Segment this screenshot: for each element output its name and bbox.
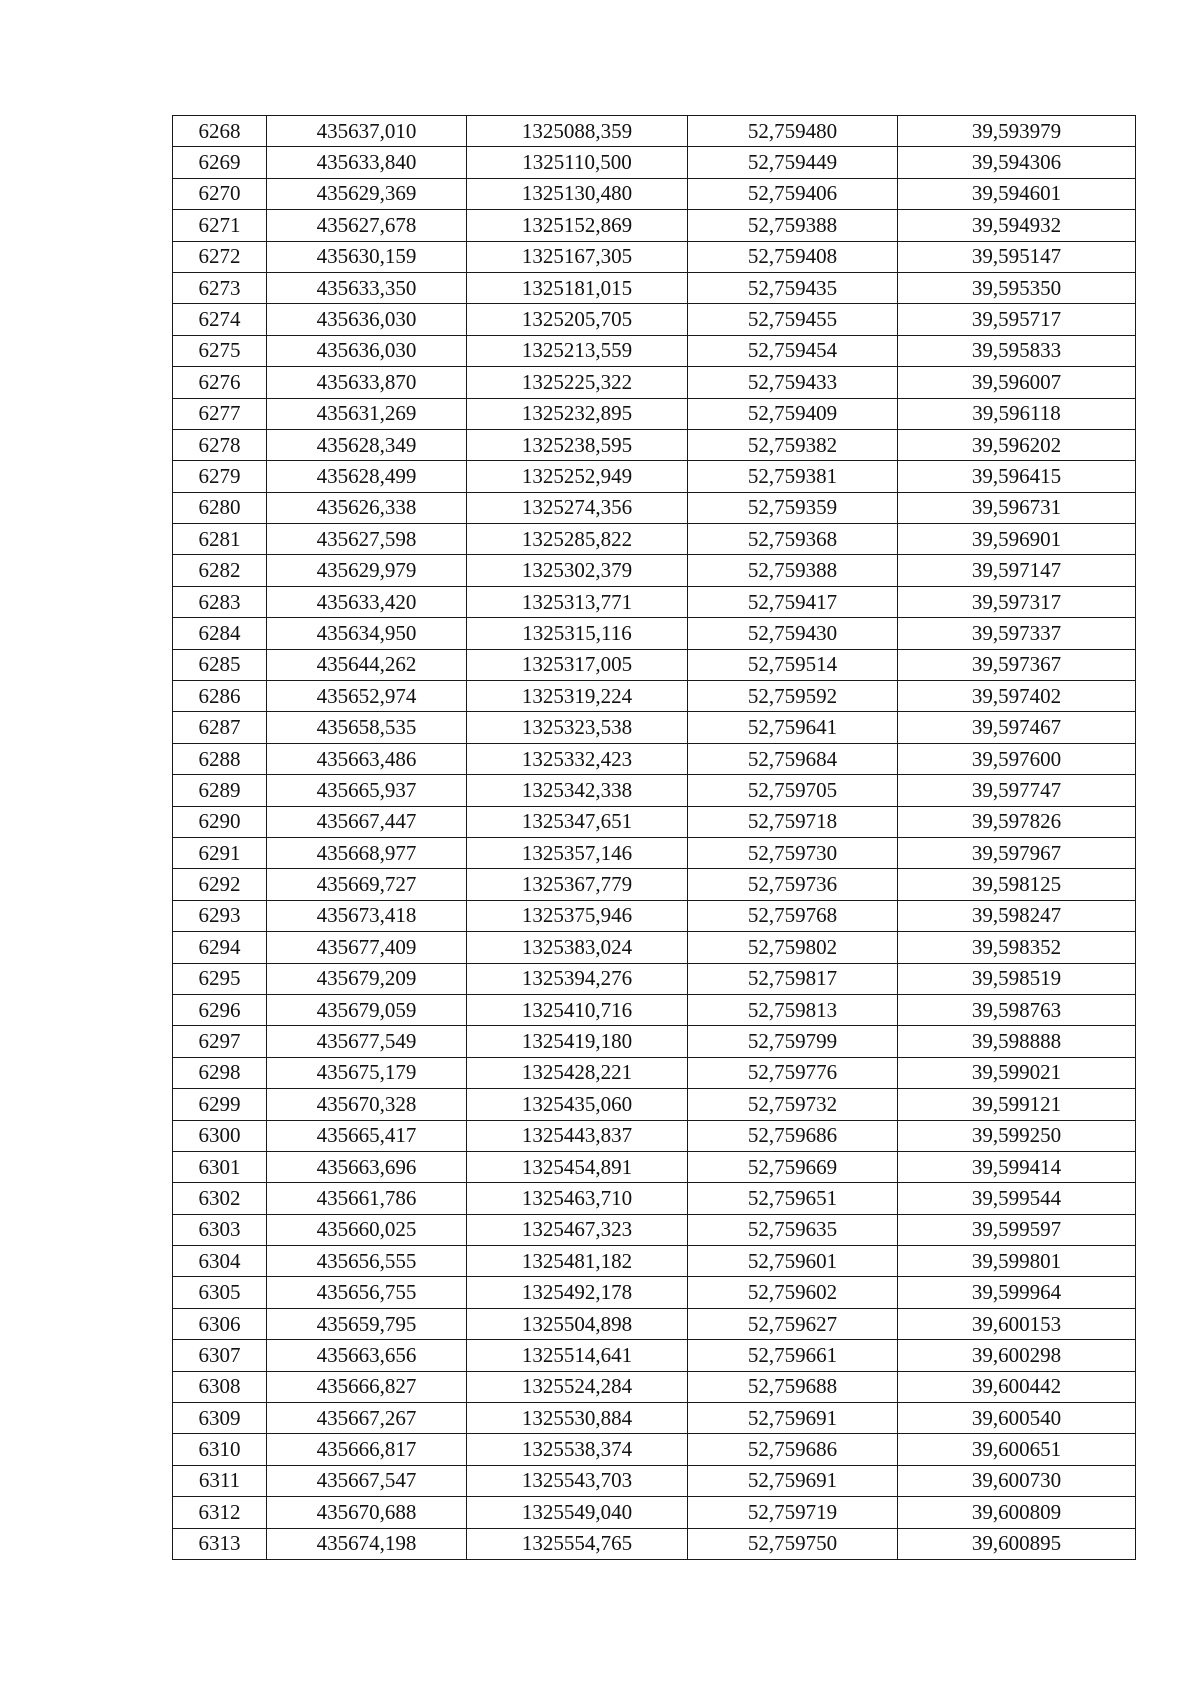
longitude-cell: 39,594932: [898, 210, 1136, 241]
y-coordinate-cell: 1325313,771: [467, 586, 688, 617]
longitude-cell: 39,600153: [898, 1308, 1136, 1339]
y-coordinate-cell: 1325152,869: [467, 210, 688, 241]
latitude-cell: 52,759359: [688, 492, 898, 523]
latitude-cell: 52,759449: [688, 147, 898, 178]
table-row: [173, 963, 1136, 994]
point-number-cell: 6305: [173, 1277, 267, 1308]
point-number-cell: 6309: [173, 1403, 267, 1434]
x-coordinate-cell: 435677,409: [267, 932, 467, 963]
latitude-cell: 52,759635: [688, 1214, 898, 1245]
table-row: [173, 775, 1136, 806]
y-coordinate-cell: 1325213,559: [467, 335, 688, 366]
longitude-cell: 39,600809: [898, 1497, 1136, 1528]
x-coordinate-cell: 435663,656: [267, 1340, 467, 1371]
x-coordinate-cell: 435629,369: [267, 178, 467, 209]
x-coordinate-cell: 435679,209: [267, 963, 467, 994]
longitude-cell: 39,598519: [898, 963, 1136, 994]
table-row: [173, 1057, 1136, 1088]
point-number-cell: 6292: [173, 869, 267, 900]
latitude-cell: 52,759435: [688, 272, 898, 303]
point-number-cell: 6276: [173, 367, 267, 398]
point-number-cell: 6289: [173, 775, 267, 806]
longitude-cell: 39,599250: [898, 1120, 1136, 1151]
point-number-cell: 6269: [173, 147, 267, 178]
x-coordinate-cell: 435670,688: [267, 1497, 467, 1528]
table-row: [173, 1246, 1136, 1277]
table-row: [173, 1528, 1136, 1559]
y-coordinate-cell: 1325419,180: [467, 1026, 688, 1057]
table-row: [173, 586, 1136, 617]
y-coordinate-cell: 1325435,060: [467, 1089, 688, 1120]
x-coordinate-cell: 435627,678: [267, 210, 467, 241]
x-coordinate-cell: 435627,598: [267, 524, 467, 555]
table-row: [173, 1497, 1136, 1528]
longitude-cell: 39,597337: [898, 618, 1136, 649]
x-coordinate-cell: 435636,030: [267, 304, 467, 335]
latitude-cell: 52,759480: [688, 116, 898, 147]
x-coordinate-cell: 435637,010: [267, 116, 467, 147]
point-number-cell: 6273: [173, 272, 267, 303]
x-coordinate-cell: 435633,420: [267, 586, 467, 617]
longitude-cell: 39,593979: [898, 116, 1136, 147]
y-coordinate-cell: 1325252,949: [467, 461, 688, 492]
x-coordinate-cell: 435631,269: [267, 398, 467, 429]
point-number-cell: 6287: [173, 712, 267, 743]
latitude-cell: 52,759730: [688, 837, 898, 868]
point-number-cell: 6274: [173, 304, 267, 335]
longitude-cell: 39,600540: [898, 1403, 1136, 1434]
latitude-cell: 52,759768: [688, 900, 898, 931]
y-coordinate-cell: 1325554,765: [467, 1528, 688, 1559]
point-number-cell: 6303: [173, 1214, 267, 1245]
x-coordinate-cell: 435630,159: [267, 241, 467, 272]
latitude-cell: 52,759454: [688, 335, 898, 366]
latitude-cell: 52,759514: [688, 649, 898, 680]
x-coordinate-cell: 435661,786: [267, 1183, 467, 1214]
table-row: [173, 210, 1136, 241]
longitude-cell: 39,600651: [898, 1434, 1136, 1465]
table-row: [173, 1089, 1136, 1120]
longitude-cell: 39,594601: [898, 178, 1136, 209]
point-number-cell: 6278: [173, 429, 267, 460]
y-coordinate-cell: 1325110,500: [467, 147, 688, 178]
longitude-cell: 39,597367: [898, 649, 1136, 680]
x-coordinate-cell: 435633,350: [267, 272, 467, 303]
table-row: [173, 1308, 1136, 1339]
longitude-cell: 39,599964: [898, 1277, 1136, 1308]
table-row: [173, 1120, 1136, 1151]
point-number-cell: 6271: [173, 210, 267, 241]
point-number-cell: 6293: [173, 900, 267, 931]
table-row: [173, 900, 1136, 931]
latitude-cell: 52,759433: [688, 367, 898, 398]
table-row: [173, 1434, 1136, 1465]
point-number-cell: 6313: [173, 1528, 267, 1559]
x-coordinate-cell: 435626,338: [267, 492, 467, 523]
point-number-cell: 6284: [173, 618, 267, 649]
point-number-cell: 6308: [173, 1371, 267, 1402]
x-coordinate-cell: 435658,535: [267, 712, 467, 743]
y-coordinate-cell: 1325454,891: [467, 1151, 688, 1182]
longitude-cell: 39,596202: [898, 429, 1136, 460]
y-coordinate-cell: 1325205,705: [467, 304, 688, 335]
latitude-cell: 52,759430: [688, 618, 898, 649]
y-coordinate-cell: 1325274,356: [467, 492, 688, 523]
y-coordinate-cell: 1325543,703: [467, 1465, 688, 1496]
point-number-cell: 6270: [173, 178, 267, 209]
longitude-cell: 39,598247: [898, 900, 1136, 931]
y-coordinate-cell: 1325347,651: [467, 806, 688, 837]
longitude-cell: 39,598888: [898, 1026, 1136, 1057]
longitude-cell: 39,599801: [898, 1246, 1136, 1277]
longitude-cell: 39,598352: [898, 932, 1136, 963]
y-coordinate-cell: 1325357,146: [467, 837, 688, 868]
y-coordinate-cell: 1325332,423: [467, 743, 688, 774]
x-coordinate-cell: 435634,950: [267, 618, 467, 649]
latitude-cell: 52,759592: [688, 681, 898, 712]
longitude-cell: 39,599414: [898, 1151, 1136, 1182]
longitude-cell: 39,597402: [898, 681, 1136, 712]
y-coordinate-cell: 1325315,116: [467, 618, 688, 649]
y-coordinate-cell: 1325524,284: [467, 1371, 688, 1402]
x-coordinate-cell: 435652,974: [267, 681, 467, 712]
x-coordinate-cell: 435673,418: [267, 900, 467, 931]
latitude-cell: 52,759750: [688, 1528, 898, 1559]
y-coordinate-cell: 1325394,276: [467, 963, 688, 994]
x-coordinate-cell: 435667,547: [267, 1465, 467, 1496]
table-row: [173, 555, 1136, 586]
y-coordinate-cell: 1325181,015: [467, 272, 688, 303]
y-coordinate-cell: 1325130,480: [467, 178, 688, 209]
latitude-cell: 52,759686: [688, 1434, 898, 1465]
longitude-cell: 39,599544: [898, 1183, 1136, 1214]
x-coordinate-cell: 435669,727: [267, 869, 467, 900]
y-coordinate-cell: 1325375,946: [467, 900, 688, 931]
x-coordinate-cell: 435663,696: [267, 1151, 467, 1182]
longitude-cell: 39,597600: [898, 743, 1136, 774]
y-coordinate-cell: 1325538,374: [467, 1434, 688, 1465]
x-coordinate-cell: 435667,267: [267, 1403, 467, 1434]
point-number-cell: 6291: [173, 837, 267, 868]
x-coordinate-cell: 435679,059: [267, 994, 467, 1025]
table-row: [173, 147, 1136, 178]
x-coordinate-cell: 435666,827: [267, 1371, 467, 1402]
point-number-cell: 6268: [173, 116, 267, 147]
longitude-cell: 39,600298: [898, 1340, 1136, 1371]
latitude-cell: 52,759661: [688, 1340, 898, 1371]
y-coordinate-cell: 1325514,641: [467, 1340, 688, 1371]
table-row: [173, 1026, 1136, 1057]
table-row: [173, 304, 1136, 335]
y-coordinate-cell: 1325467,323: [467, 1214, 688, 1245]
latitude-cell: 52,759601: [688, 1246, 898, 1277]
latitude-cell: 52,759691: [688, 1403, 898, 1434]
x-coordinate-cell: 435663,486: [267, 743, 467, 774]
point-number-cell: 6275: [173, 335, 267, 366]
longitude-cell: 39,598763: [898, 994, 1136, 1025]
longitude-cell: 39,600442: [898, 1371, 1136, 1402]
table-row: [173, 492, 1136, 523]
latitude-cell: 52,759776: [688, 1057, 898, 1088]
y-coordinate-cell: 1325323,538: [467, 712, 688, 743]
longitude-cell: 39,594306: [898, 147, 1136, 178]
table-row: [173, 1151, 1136, 1182]
x-coordinate-cell: 435667,447: [267, 806, 467, 837]
latitude-cell: 52,759802: [688, 932, 898, 963]
latitude-cell: 52,759651: [688, 1183, 898, 1214]
y-coordinate-cell: 1325342,338: [467, 775, 688, 806]
table-row: [173, 335, 1136, 366]
latitude-cell: 52,759627: [688, 1308, 898, 1339]
x-coordinate-cell: 435629,979: [267, 555, 467, 586]
y-coordinate-cell: 1325463,710: [467, 1183, 688, 1214]
longitude-cell: 39,596731: [898, 492, 1136, 523]
y-coordinate-cell: 1325428,221: [467, 1057, 688, 1088]
point-number-cell: 6312: [173, 1497, 267, 1528]
longitude-cell: 39,597147: [898, 555, 1136, 586]
table-row: [173, 1403, 1136, 1434]
point-number-cell: 6304: [173, 1246, 267, 1277]
latitude-cell: 52,759686: [688, 1120, 898, 1151]
longitude-cell: 39,596415: [898, 461, 1136, 492]
latitude-cell: 52,759684: [688, 743, 898, 774]
x-coordinate-cell: 435674,198: [267, 1528, 467, 1559]
table-row: [173, 1371, 1136, 1402]
point-number-cell: 6279: [173, 461, 267, 492]
longitude-cell: 39,596901: [898, 524, 1136, 555]
latitude-cell: 52,759388: [688, 210, 898, 241]
x-coordinate-cell: 435633,870: [267, 367, 467, 398]
latitude-cell: 52,759368: [688, 524, 898, 555]
y-coordinate-cell: 1325492,178: [467, 1277, 688, 1308]
latitude-cell: 52,759736: [688, 869, 898, 900]
point-number-cell: 6285: [173, 649, 267, 680]
point-number-cell: 6294: [173, 932, 267, 963]
longitude-cell: 39,597317: [898, 586, 1136, 617]
longitude-cell: 39,600895: [898, 1528, 1136, 1559]
point-number-cell: 6310: [173, 1434, 267, 1465]
latitude-cell: 52,759455: [688, 304, 898, 335]
point-number-cell: 6288: [173, 743, 267, 774]
latitude-cell: 52,759688: [688, 1371, 898, 1402]
table-row: [173, 1183, 1136, 1214]
longitude-cell: 39,596118: [898, 398, 1136, 429]
y-coordinate-cell: 1325232,895: [467, 398, 688, 429]
table-row: [173, 994, 1136, 1025]
x-coordinate-cell: 435665,937: [267, 775, 467, 806]
x-coordinate-cell: 435633,840: [267, 147, 467, 178]
table-row: [173, 241, 1136, 272]
y-coordinate-cell: 1325319,224: [467, 681, 688, 712]
table-row: [173, 524, 1136, 555]
y-coordinate-cell: 1325285,822: [467, 524, 688, 555]
point-number-cell: 6311: [173, 1465, 267, 1496]
latitude-cell: 52,759799: [688, 1026, 898, 1057]
y-coordinate-cell: 1325088,359: [467, 116, 688, 147]
latitude-cell: 52,759719: [688, 1497, 898, 1528]
table-row: [173, 837, 1136, 868]
longitude-cell: 39,597467: [898, 712, 1136, 743]
point-number-cell: 6281: [173, 524, 267, 555]
table-row: [173, 1340, 1136, 1371]
point-number-cell: 6295: [173, 963, 267, 994]
x-coordinate-cell: 435656,555: [267, 1246, 467, 1277]
longitude-cell: 39,595717: [898, 304, 1136, 335]
table-row: [173, 681, 1136, 712]
coordinates-table: [172, 115, 1136, 1560]
longitude-cell: 39,595833: [898, 335, 1136, 366]
longitude-cell: 39,599121: [898, 1089, 1136, 1120]
x-coordinate-cell: 435644,262: [267, 649, 467, 680]
coordinates-table-body: [173, 116, 1136, 1560]
longitude-cell: 39,595350: [898, 272, 1136, 303]
latitude-cell: 52,759705: [688, 775, 898, 806]
y-coordinate-cell: 1325238,595: [467, 429, 688, 460]
y-coordinate-cell: 1325167,305: [467, 241, 688, 272]
point-number-cell: 6301: [173, 1151, 267, 1182]
latitude-cell: 52,759417: [688, 586, 898, 617]
x-coordinate-cell: 435665,417: [267, 1120, 467, 1151]
table-row: [173, 1465, 1136, 1496]
table-row: [173, 869, 1136, 900]
x-coordinate-cell: 435628,499: [267, 461, 467, 492]
table-row: [173, 178, 1136, 209]
x-coordinate-cell: 435659,795: [267, 1308, 467, 1339]
y-coordinate-cell: 1325530,884: [467, 1403, 688, 1434]
point-number-cell: 6296: [173, 994, 267, 1025]
x-coordinate-cell: 435670,328: [267, 1089, 467, 1120]
latitude-cell: 52,759732: [688, 1089, 898, 1120]
longitude-cell: 39,595147: [898, 241, 1136, 272]
longitude-cell: 39,598125: [898, 869, 1136, 900]
y-coordinate-cell: 1325225,322: [467, 367, 688, 398]
y-coordinate-cell: 1325549,040: [467, 1497, 688, 1528]
longitude-cell: 39,600730: [898, 1465, 1136, 1496]
point-number-cell: 6298: [173, 1057, 267, 1088]
table-row: [173, 932, 1136, 963]
y-coordinate-cell: 1325367,779: [467, 869, 688, 900]
latitude-cell: 52,759718: [688, 806, 898, 837]
table-row: [173, 1214, 1136, 1245]
table-row: [173, 116, 1136, 147]
point-number-cell: 6277: [173, 398, 267, 429]
point-number-cell: 6299: [173, 1089, 267, 1120]
table-row: [173, 649, 1136, 680]
x-coordinate-cell: 435656,755: [267, 1277, 467, 1308]
latitude-cell: 52,759817: [688, 963, 898, 994]
latitude-cell: 52,759388: [688, 555, 898, 586]
table-row: [173, 712, 1136, 743]
latitude-cell: 52,759408: [688, 241, 898, 272]
x-coordinate-cell: 435666,817: [267, 1434, 467, 1465]
point-number-cell: 6280: [173, 492, 267, 523]
table-row: [173, 806, 1136, 837]
point-number-cell: 6282: [173, 555, 267, 586]
y-coordinate-cell: 1325383,024: [467, 932, 688, 963]
latitude-cell: 52,759641: [688, 712, 898, 743]
longitude-cell: 39,596007: [898, 367, 1136, 398]
latitude-cell: 52,759691: [688, 1465, 898, 1496]
latitude-cell: 52,759813: [688, 994, 898, 1025]
point-number-cell: 6300: [173, 1120, 267, 1151]
point-number-cell: 6272: [173, 241, 267, 272]
latitude-cell: 52,759382: [688, 429, 898, 460]
table-row: [173, 272, 1136, 303]
longitude-cell: 39,599021: [898, 1057, 1136, 1088]
x-coordinate-cell: 435660,025: [267, 1214, 467, 1245]
point-number-cell: 6302: [173, 1183, 267, 1214]
table-row: [173, 1277, 1136, 1308]
table-row: [173, 743, 1136, 774]
longitude-cell: 39,597826: [898, 806, 1136, 837]
latitude-cell: 52,759406: [688, 178, 898, 209]
point-number-cell: 6290: [173, 806, 267, 837]
x-coordinate-cell: 435675,179: [267, 1057, 467, 1088]
table-row: [173, 429, 1136, 460]
latitude-cell: 52,759409: [688, 398, 898, 429]
point-number-cell: 6297: [173, 1026, 267, 1057]
longitude-cell: 39,597967: [898, 837, 1136, 868]
y-coordinate-cell: 1325443,837: [467, 1120, 688, 1151]
point-number-cell: 6306: [173, 1308, 267, 1339]
table-row: [173, 367, 1136, 398]
y-coordinate-cell: 1325481,182: [467, 1246, 688, 1277]
point-number-cell: 6283: [173, 586, 267, 617]
longitude-cell: 39,597747: [898, 775, 1136, 806]
x-coordinate-cell: 435677,549: [267, 1026, 467, 1057]
table-row: [173, 398, 1136, 429]
latitude-cell: 52,759381: [688, 461, 898, 492]
y-coordinate-cell: 1325410,716: [467, 994, 688, 1025]
point-number-cell: 6307: [173, 1340, 267, 1371]
table-row: [173, 461, 1136, 492]
y-coordinate-cell: 1325504,898: [467, 1308, 688, 1339]
table-row: [173, 618, 1136, 649]
x-coordinate-cell: 435668,977: [267, 837, 467, 868]
longitude-cell: 39,599597: [898, 1214, 1136, 1245]
x-coordinate-cell: 435636,030: [267, 335, 467, 366]
latitude-cell: 52,759602: [688, 1277, 898, 1308]
y-coordinate-cell: 1325317,005: [467, 649, 688, 680]
point-number-cell: 6286: [173, 681, 267, 712]
latitude-cell: 52,759669: [688, 1151, 898, 1182]
x-coordinate-cell: 435628,349: [267, 429, 467, 460]
y-coordinate-cell: 1325302,379: [467, 555, 688, 586]
